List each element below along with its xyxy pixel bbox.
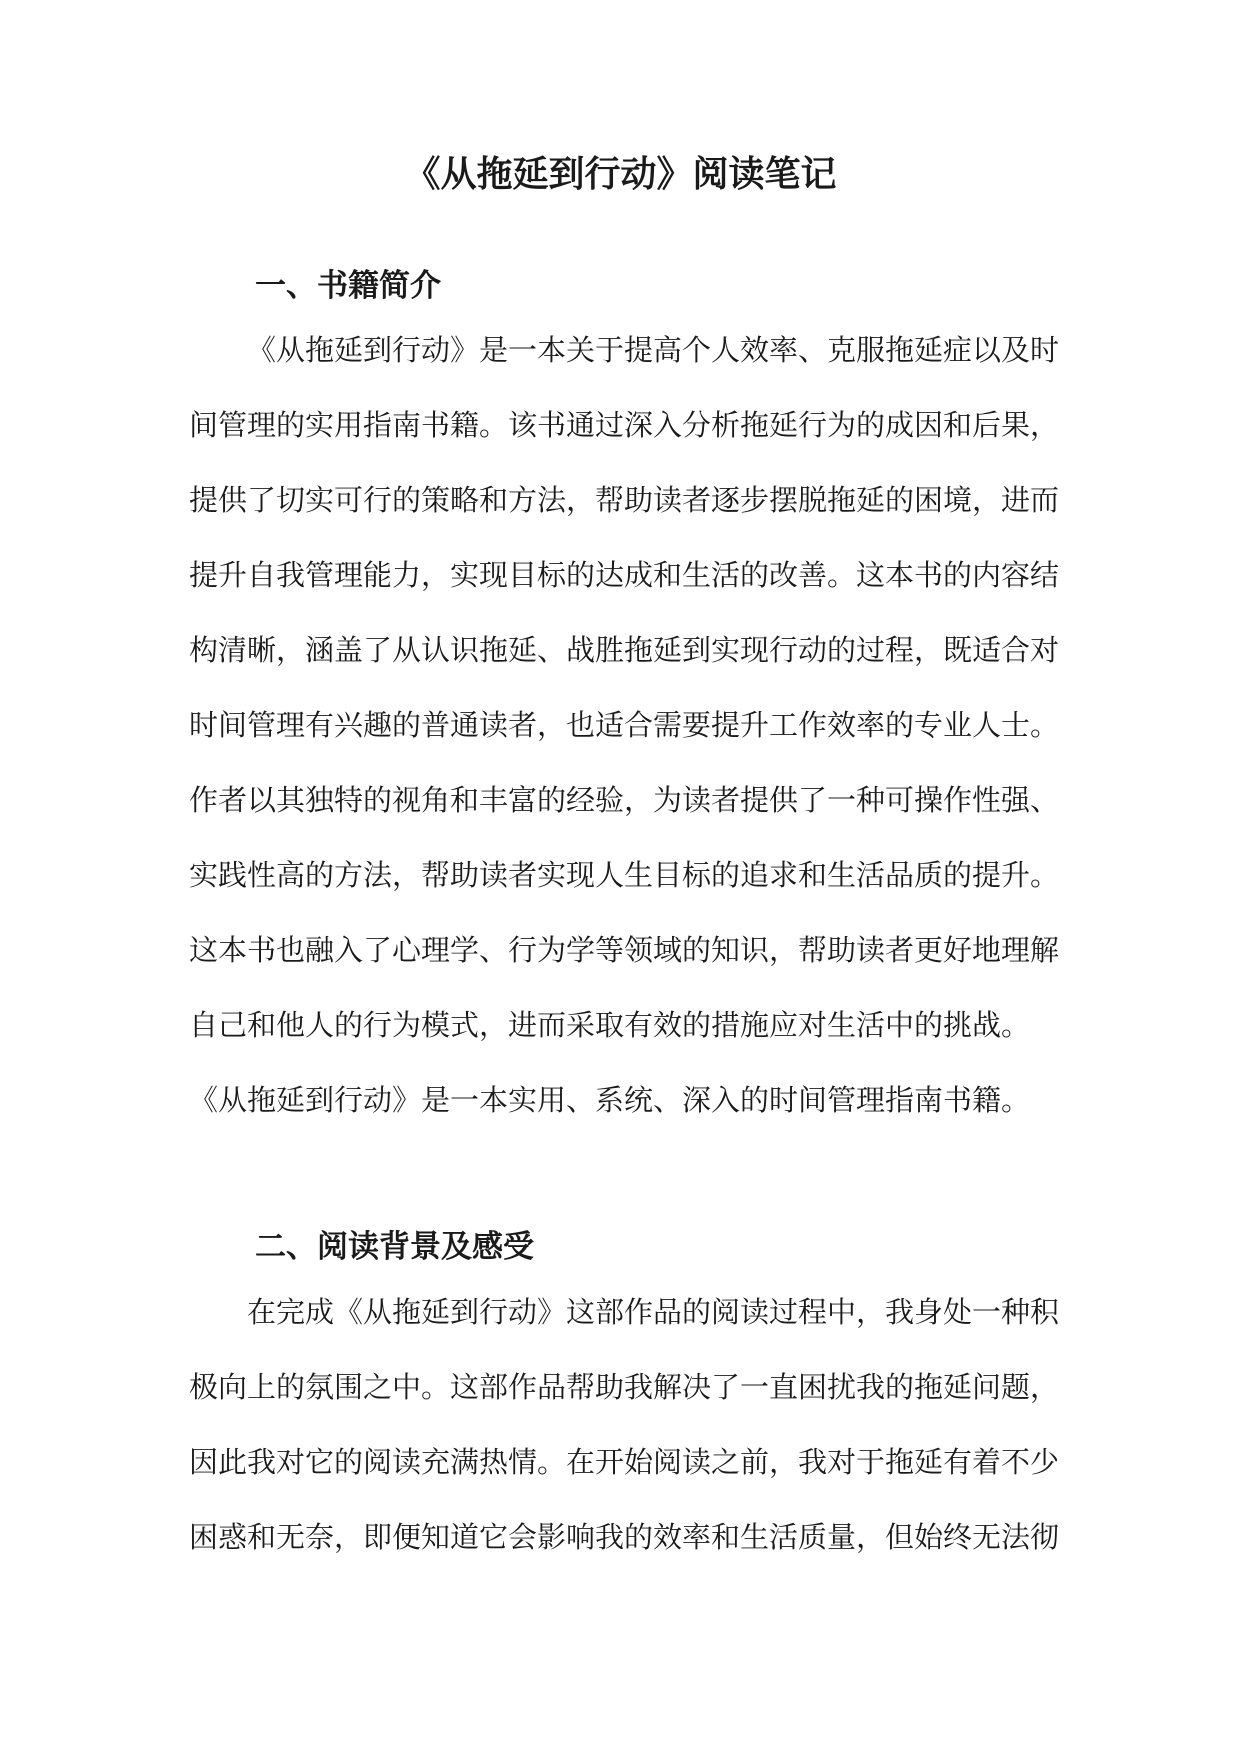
paragraph-line: 自己和他人的行为模式，进而采取有效的措施应对生活中的挑战。 (189, 1008, 1031, 1042)
paragraph-book-intro (189, 313, 1069, 1138)
paragraph-reading-background (189, 1275, 1069, 1575)
paragraph-line: 实践性高的方法，帮助读者实现人生目标的追求和生活品质的提升。 (189, 858, 1060, 892)
paragraph-line: 《从拖延到行动》是一本实用、系统、深入的时间管理指南书籍。 (189, 1083, 1031, 1117)
paragraph-line: 提升自我管理能力，实现目标的达成和生活的改善。这本书的内容结 (189, 558, 1060, 592)
section-heading-reading-background: 二、阅读背景及感受 (255, 1229, 534, 1265)
section-heading-book-intro: 一、书籍简介 (255, 268, 441, 304)
paragraph-line: 间管理的实用指南书籍。该书通过深入分析拖延行为的成因和后果， (189, 408, 1060, 442)
paragraph-line: 在完成《从拖延到行动》这部作品的阅读过程中，我身处一种积 (247, 1295, 1060, 1329)
paragraph-line: 时间管理有兴趣的普通读者，也适合需要提升工作效率的专业人士。 (189, 708, 1060, 742)
paragraph-line: 构清晰，涵盖了从认识拖延、战胜拖延到实现行动的过程，既适合对 (189, 633, 1060, 667)
paragraph-line: 困惑和无奈，即便知道它会影响我的效率和生活质量，但始终无法彻 (189, 1520, 1060, 1554)
paragraph-line: 因此我对它的阅读充满热情。在开始阅读之前，我对于拖延有着不少 (189, 1445, 1060, 1479)
document-title: 《从拖延到行动》阅读笔记 (404, 154, 837, 195)
paragraph-line: 极向上的氛围之中。这部作品帮助我解决了一直困扰我的拖延问题， (189, 1370, 1060, 1404)
paragraph-line: 这本书也融入了心理学、行为学等领域的知识，帮助读者更好地理解 (189, 933, 1060, 967)
paragraph-line: 作者以其独特的视角和丰富的经验，为读者提供了一种可操作性强、 (189, 783, 1060, 817)
paragraph-line: 提供了切实可行的策略和方法，帮助读者逐步摆脱拖延的困境，进而 (189, 483, 1060, 517)
paragraph-line: 《从拖延到行动》是一本关于提高个人效率、克服拖延症以及时 (247, 333, 1060, 367)
